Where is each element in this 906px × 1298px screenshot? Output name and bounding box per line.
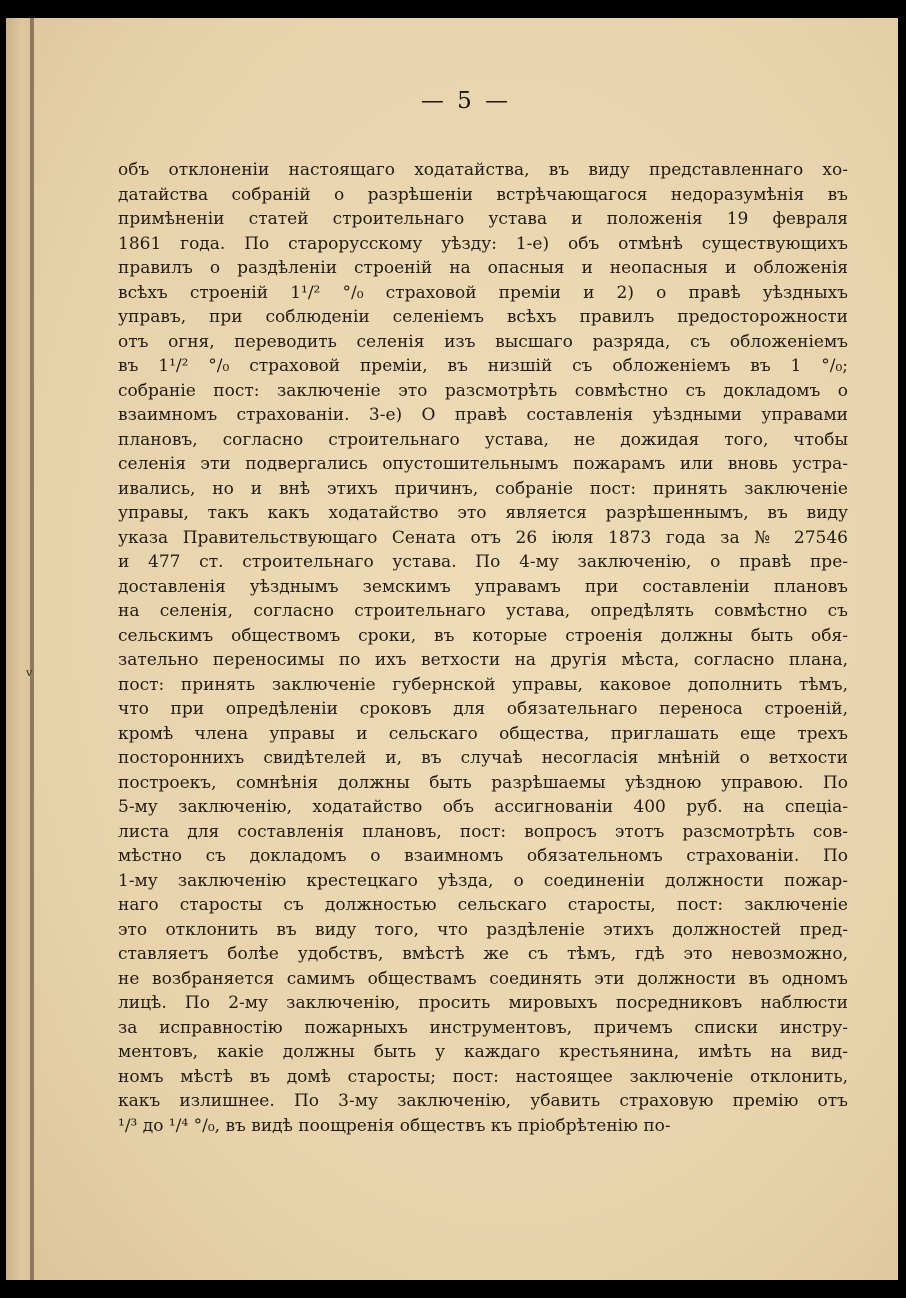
text-line: управы, такъ какъ ходатайство это является разрѣшеннымъ, въ виду [118, 503, 848, 523]
text-line: доставленія уѣзднымъ земскимъ управамъ при составленіи плановъ [118, 576, 848, 597]
text-line: управъ, при соблюденіи селеніемъ всѣхъ правилъ предосторожности [118, 307, 848, 327]
text-line: отъ огня, переводить селенія изъ высшаго разряда, съ обложеніемъ [118, 331, 848, 352]
text-line: и 477 ст. строительнаго устава. По 4-му заключенію, о правѣ пре- [118, 552, 848, 572]
text-line: взаимномъ страхованіи. 3-е) О правѣ составленія уѣздными управами [118, 405, 848, 425]
text-line: 5-му заключенію, ходатайство объ ассигнованіи 400 руб. на спеціа- [118, 797, 848, 817]
text-line: наго старосты съ должностью сельскаго старосты, пост: заключеніе [118, 895, 848, 915]
text-line: ментовъ, какіе должны быть у каждаго крестьянина, имѣть на вид- [118, 1042, 848, 1062]
text-line: номъ мѣстѣ въ домѣ старосты; пост: настоящее заключеніе отклонить, [118, 1066, 848, 1087]
body-text [118, 158, 848, 1138]
text-line: въ 1¹/² °/₀ страховой преміи, въ низшій съ обложеніемъ въ 1 °/₀; [118, 356, 848, 376]
document-page [34, 18, 898, 1280]
text-line: примѣненіи статей строительнаго устава и положенія 19 февраля [118, 209, 848, 229]
text-line: ставляетъ болѣе удобствъ, вмѣстѣ же съ тѣмъ, гдѣ это невозможно, [118, 944, 848, 964]
text-line: датайства собраній о разрѣшеніи встрѣчающагося недоразумѣнія въ [118, 184, 848, 205]
text-line: всѣхъ строеній 1¹/² °/₀ страховой преміи и 2) о правѣ уѣздныхъ [118, 282, 848, 303]
text-line: кромѣ члена управы и сельскаго общества, приглашать еще трехъ [118, 723, 848, 744]
text-line: объ отклоненіи настоящаго ходатайства, въ виду представленнаго хо- [118, 160, 848, 180]
text-line: ¹/³ до ¹/⁴ °/₀, въ видѣ поощренія обществъ къ пріобрѣтенію по- [118, 1115, 671, 1136]
text-line: на селенія, согласно строительнаго устава, опредѣлять совмѣстно съ [118, 601, 848, 621]
text-line: правилъ о раздѣленіи строеній на опасныя и неопасныя и обложенія [118, 258, 848, 278]
text-line: 1861 года. По старорусскому уѣзду: 1-е) объ отмѣнѣ существующихъ [118, 233, 848, 254]
text-line: зательно переносимы по ихъ ветхости на другія мѣста, согласно плана, [118, 650, 848, 670]
text-line: построекъ, сомнѣнія должны быть разрѣшаемы уѣздною управою. По [118, 772, 848, 793]
text-line: собраніе пост: заключеніе это разсмотрѣть совмѣстно съ докладомъ о [118, 380, 848, 401]
text-line: 1-му заключенію крестецкаго уѣзда, о соединеніи должности пожар- [118, 870, 848, 891]
text-line: сельскимъ обществомъ сроки, въ которые строенія должны быть обя- [118, 625, 848, 646]
text-line: что при опредѣленіи сроковъ для обязательнаго переноса строеній, [118, 699, 848, 719]
text-line: листа для составленія плановъ, пост: вопросъ этотъ разсмотрѣть сов- [118, 821, 848, 842]
text-line: ивались, но и внѣ этихъ причинъ, собраніе пост: принять заключеніе [118, 478, 848, 499]
text-line: не возбраняется самимъ обществамъ соединять эти должности въ одномъ [118, 968, 848, 989]
text-line: лицѣ. По 2-му заключенію, просить мировыхъ посредниковъ наблюсти [118, 993, 848, 1013]
text-line: указа Правительствующаго Сената отъ 26 іюля 1873 года за № 27546 [118, 527, 848, 548]
text-line: пост: принять заключеніе губернской управы, каковое дополнить тѣмъ, [118, 674, 848, 695]
text-line: какъ излишнее. По 3-му заключенію, убавить страховую премію отъ [118, 1091, 848, 1111]
text-line: это отклонить въ виду того, что раздѣленіе этихъ должностей пред- [118, 919, 848, 940]
margin-mark: ᵥ [26, 660, 33, 681]
text-line: мѣстно съ докладомъ о взаимномъ обязательномъ страхованіи. По [118, 846, 848, 866]
page-number: — 5 — [420, 88, 512, 114]
text-line: постороннихъ свидѣтелей и, въ случаѣ несогласія мнѣній о ветхости [118, 748, 848, 768]
text-line: плановъ, согласно строительнаго устава, не дожидая того, чтобы [118, 429, 848, 450]
text-line: селенія эти подвергались опустошительнымъ пожарамъ или вновь устра- [118, 454, 848, 474]
text-line: за исправностію пожарныхъ инструментовъ, причемъ списки инстру- [118, 1017, 848, 1038]
